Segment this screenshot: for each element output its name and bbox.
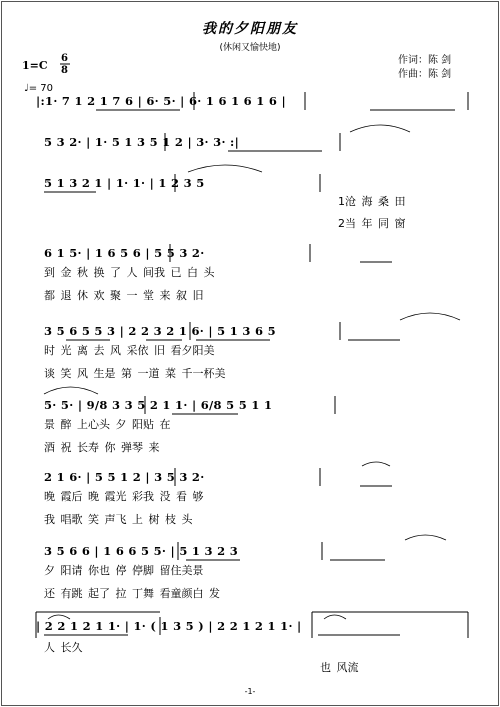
lyric-row-9-verse-1: 人 长久 (44, 641, 83, 654)
lyric-line-intro-2: 2当 年 同 窗 (338, 217, 406, 230)
slur (400, 313, 460, 320)
lyric-row-8-verse-2: 还 有跳 起了 拉 丁舞 看童颜白 发 (44, 587, 220, 600)
notation-row-3: 5 1 3 2 1 | 1· 1· | 1 2 3 5 (44, 176, 205, 190)
tempo-marking: ♩= 70 (24, 83, 53, 94)
notation-row-1: |:1· 7 1 2 1 7 6 | 6· 5· | 6· 1 6 1 6 1 6 | (36, 94, 286, 108)
notation-row-4: 6 1 5· | 1 6 5 6 | 5 5 3 2· (44, 246, 205, 260)
key-signature: 1=C (22, 59, 48, 72)
slur (405, 535, 446, 540)
song-subtitle: (休闲又愉快地) (219, 43, 281, 53)
lyric-line-intro-1: 1沧 海 桑 田 (338, 195, 406, 208)
lyric-row-6-verse-1: 景 醉 上心头 夕 阳贴 在 (44, 418, 171, 431)
lyric-row-4-verse-2: 都 退 休 欢 聚 一 堂 来 叙 旧 (44, 289, 204, 302)
lyric-row-4-verse-1: 到 金 秋 换 了 人 间我 已 白 头 (44, 266, 215, 279)
slur (324, 615, 346, 619)
lyric-row-8-verse-1: 夕 阳请 你也 停 停脚 留住美景 (44, 564, 204, 577)
lyric-row-7-verse-1: 晚 霞后 晚 霞光 彩我 没 看 够 (44, 490, 204, 503)
slur (362, 462, 390, 466)
notation-row-5: 3 5 6 5 5 3 | 2 2 3 2 1 6· | 5 1 3 6 5 (44, 324, 276, 338)
lyric-row-7-verse-2: 我 唱歌 笑 声飞 上 树 枝 头 (44, 513, 193, 526)
slur (350, 125, 410, 132)
time-signature-numerator: 6 (61, 53, 68, 64)
lyric-row-9-verse-2: 也 风流 (320, 661, 359, 674)
notation-row-2: 5 3 2· | 1· 5 1 3 5 1 2 | 3· 3· :| (44, 135, 240, 149)
notation-row-7: 2 1 6· | 5 5 1 2 | 3 5 3 2· (44, 470, 205, 484)
time-signature-denominator: 8 (61, 65, 68, 76)
slur (48, 615, 70, 619)
page-number: -1- (244, 687, 256, 696)
composer-credit: 作曲：陈 剑 (398, 69, 452, 80)
song-title: 我的夕阳朋友 (202, 21, 298, 37)
lyric-row-5-verse-1: 时 光 离 去 风 采依 旧 看夕阳美 (44, 344, 215, 357)
notation-row-9: | 2 2 1 2 1 1· | 1· ( 1 3 5 ) | 2 2 1 2 1 1· | (36, 619, 302, 633)
notation-row-6: 5· 5· | 9/8 3 3 5 2 1 1· | 6/8 5 5 1 1 (44, 398, 273, 412)
notation-row-8: 3 5 6 6 | 1 6 6 5 5· | 5 1 3 2 3 (44, 544, 239, 558)
lyricist-credit: 作词：陈 剑 (398, 55, 452, 66)
slur (188, 165, 262, 172)
lyric-row-6-verse-2: 酒 祝 长寿 你 弹琴 来 (44, 441, 160, 454)
lyric-row-5-verse-2: 谈 笑 风 生是 第 一道 菜 千一杯美 (44, 367, 226, 380)
slur (44, 387, 98, 394)
